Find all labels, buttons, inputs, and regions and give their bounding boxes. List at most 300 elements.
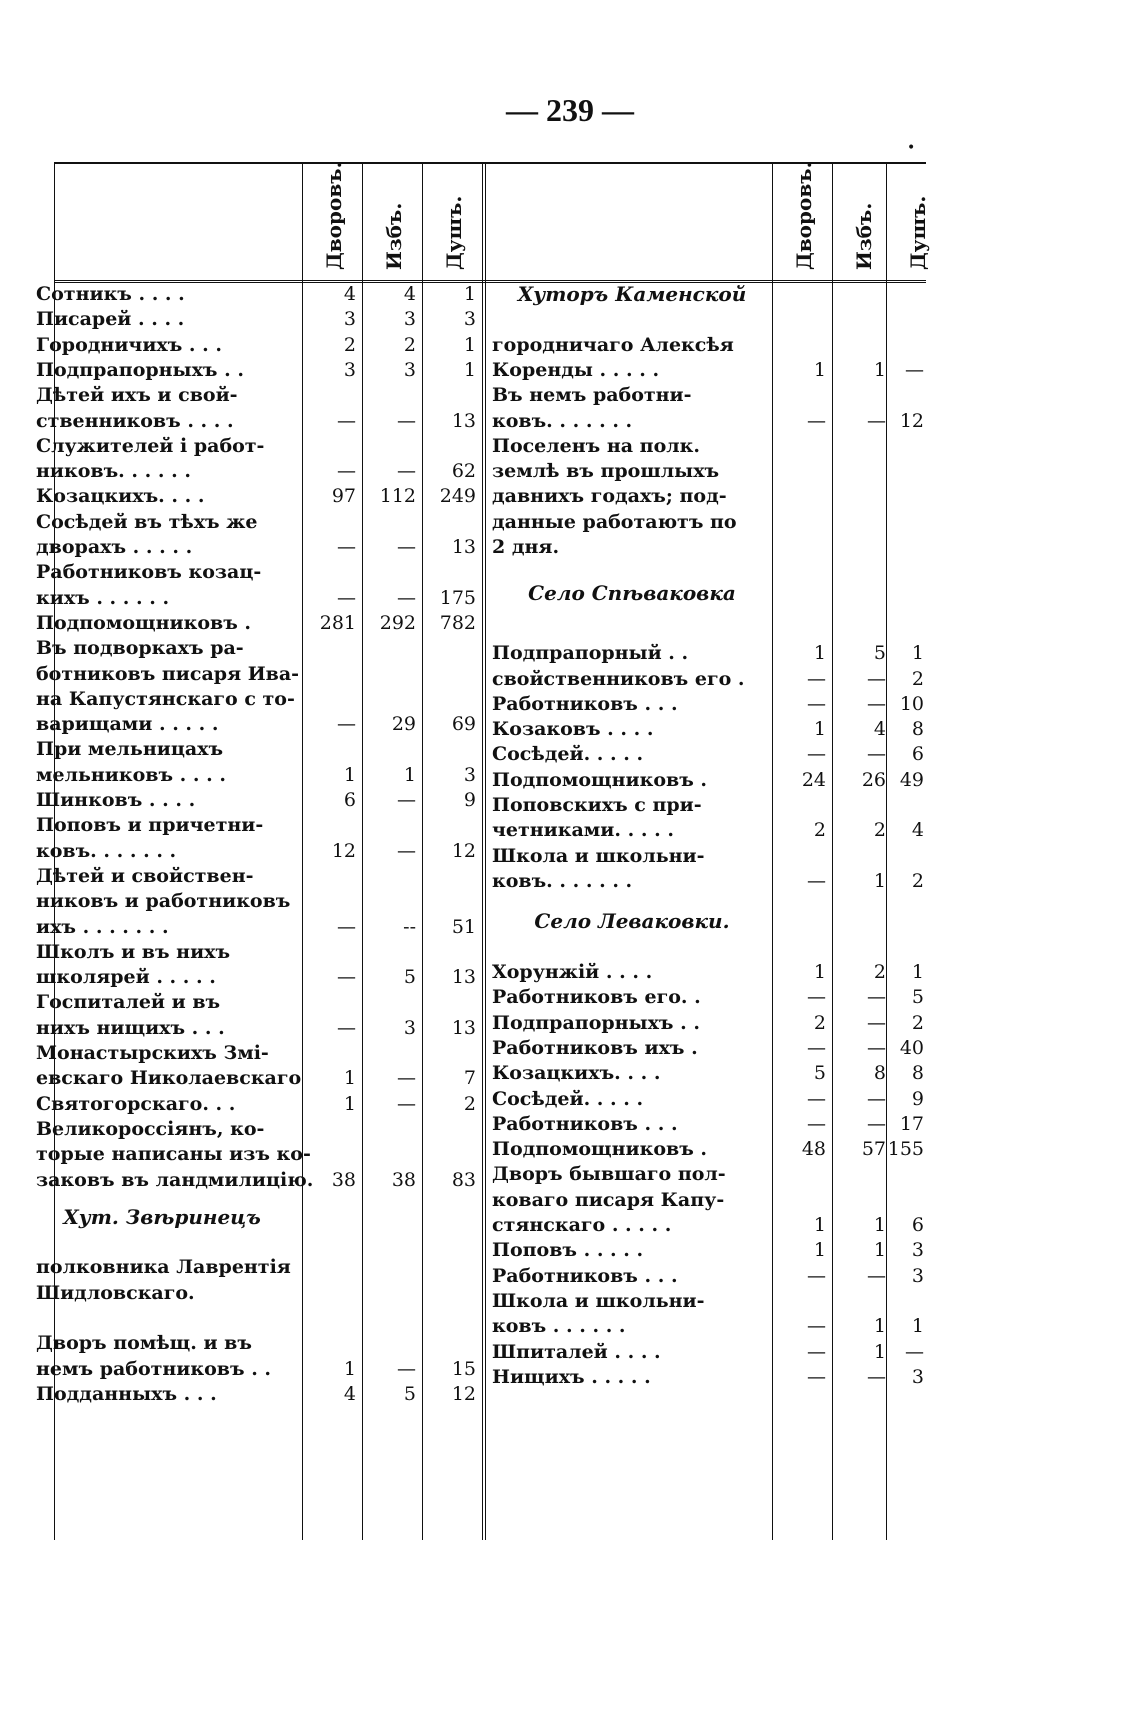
cell-dvorov: 4 (343, 1382, 356, 1405)
cell-dvorov (770, 793, 826, 818)
cell-dush (420, 662, 476, 687)
cell-izb (830, 1289, 886, 1314)
col-header-right-dush: Душъ. (906, 195, 930, 270)
row-label: свойственниковъ его . (492, 667, 745, 690)
cell-izb: — (867, 409, 886, 432)
rule-middle (482, 162, 486, 1540)
cell-izb (360, 662, 416, 687)
row-left (36, 1117, 288, 1142)
row-left (36, 763, 288, 788)
cell-dush (884, 793, 924, 818)
row-right (492, 1264, 772, 1289)
cell-izb: 1 (873, 1340, 886, 1363)
row-label: ковъ. . . . . . . (492, 869, 633, 892)
cell-dush: 2 (911, 1011, 924, 1034)
cell-dvorov: 1 (343, 763, 356, 786)
row-left (36, 1357, 288, 1382)
row-label: Козацкихъ. . . . (492, 1062, 661, 1085)
cell-dush (420, 1117, 476, 1142)
col-header-left-dvorov: Дворовъ. (322, 161, 346, 270)
cell-dush (884, 1188, 924, 1213)
cell-dvorov (300, 1281, 356, 1306)
cell-dvorov: — (337, 915, 356, 938)
cell-dvorov: — (807, 743, 826, 766)
cell-dush (884, 535, 924, 560)
cell-izb (830, 484, 886, 509)
cell-dush (420, 1255, 476, 1280)
row-label: Поселенъ на полк. (492, 434, 700, 457)
cell-dush: 9 (911, 1087, 924, 1110)
col-header-right-dvorov: Дворовъ. (792, 161, 816, 270)
row-left (36, 1255, 291, 1280)
cell-dvorov (300, 662, 356, 687)
cell-dush: 40 (899, 1036, 924, 1059)
cell-dvorov: 2 (813, 1011, 826, 1034)
cell-dvorov (300, 737, 356, 762)
cell-izb: 8 (873, 1062, 886, 1085)
row-label: Шидловскаго. (36, 1281, 195, 1304)
cell-izb (830, 1162, 886, 1187)
row-label: четниками. . . . . (492, 819, 674, 842)
row-right (492, 1213, 772, 1238)
cell-izb (360, 1142, 416, 1167)
cell-dvorov (770, 434, 826, 459)
cell-dvorov (770, 459, 826, 484)
cell-dush (420, 1281, 476, 1306)
row-label: Святогорскаго. . . (36, 1092, 236, 1115)
cell-dvorov: 24 (801, 768, 826, 791)
row-right (492, 1188, 772, 1213)
cell-izb: 5 (403, 966, 416, 989)
cell-dush (884, 1162, 924, 1187)
row-label: Работниковъ . . . (492, 1112, 678, 1135)
row-label: ковъ. . . . . . . (36, 839, 177, 862)
cell-dush: 51 (451, 915, 476, 938)
cell-izb: — (397, 839, 416, 862)
cell-dush (420, 889, 476, 914)
cell-dvorov (300, 560, 356, 585)
cell-izb (360, 940, 416, 965)
row-label: Работниковъ . . . (492, 1264, 678, 1287)
cell-dush (884, 333, 924, 358)
cell-dush (420, 383, 476, 408)
row-left (36, 484, 288, 509)
cell-dush: — (905, 1340, 924, 1363)
cell-dvorov: 1 (813, 961, 826, 984)
section-heading: Село Спѣваковка (528, 580, 736, 605)
cell-dvorov: — (807, 1087, 826, 1110)
cell-dvorov: 6 (343, 789, 356, 811)
cell-dvorov: — (807, 1036, 826, 1059)
row-label: Коренды . . . . . (492, 358, 660, 381)
cell-dush (884, 459, 924, 484)
row-label: Работниковъ . . . (492, 692, 678, 715)
row-label: землѣ въ прошлыхъ (492, 460, 720, 483)
cell-izb (360, 864, 416, 889)
cell-dush (420, 737, 476, 762)
cell-dvorov (300, 813, 356, 838)
cell-izb (830, 510, 886, 535)
cell-izb (830, 1188, 886, 1213)
cell-dvorov: 1 (813, 718, 826, 741)
cell-izb (360, 737, 416, 762)
cell-dvorov: 38 (331, 1168, 356, 1191)
row-label: Подпрапорныхъ . . (492, 1011, 700, 1034)
cell-dvorov: — (337, 966, 356, 989)
row-right (492, 641, 772, 666)
cell-dush: 12 (451, 839, 476, 862)
cell-dush: 3 (463, 308, 476, 331)
row-left (36, 1142, 311, 1167)
cell-dush: 83 (451, 1168, 476, 1191)
cell-izb: — (867, 1087, 886, 1110)
col-header-right-izb: Избъ. (852, 202, 876, 270)
row-left (36, 383, 288, 408)
cell-dush: 3 (911, 1264, 924, 1287)
cell-dvorov: 97 (331, 485, 356, 508)
row-left (36, 889, 291, 914)
row-label: дворахъ . . . . . (36, 536, 193, 558)
cell-izb: — (867, 1011, 886, 1034)
row-label: Сосѣдей. . . . . (492, 1087, 644, 1110)
cell-dush: 3 (911, 1239, 924, 1262)
cell-dush (420, 636, 476, 661)
cell-dvorov: — (807, 1315, 826, 1338)
row-label: Въ подворкахъ ра- (36, 637, 244, 660)
row-label: Великороссіянъ, ко- (36, 1117, 265, 1140)
cell-dush (420, 864, 476, 889)
ledger-table (36, 161, 930, 1540)
cell-dvorov (770, 1188, 826, 1213)
cell-izb: — (867, 1112, 886, 1135)
row-right (492, 985, 772, 1010)
row-label: давнихъ годахъ; под- (492, 485, 727, 508)
cell-izb: 1 (873, 869, 886, 892)
row-left (36, 459, 288, 484)
cell-dvorov: — (807, 409, 826, 432)
row-label: Поповскихъ с при- (492, 794, 702, 817)
cell-dush: 12 (451, 1382, 476, 1405)
section-heading: Хут. Звѣринецъ (63, 1204, 261, 1229)
cell-dush: 1 (463, 358, 476, 381)
cell-dush: 782 (439, 611, 476, 634)
cell-izb (360, 560, 416, 585)
cell-dvorov: — (807, 1340, 826, 1363)
cell-dush: 13 (451, 966, 476, 989)
row-label: Козаковъ . . . . (492, 718, 654, 741)
cell-dvorov: 4 (343, 283, 356, 305)
cell-dvorov (300, 940, 356, 965)
row-label: торые написаны изъ ко- (36, 1143, 311, 1166)
cell-dvorov: 281 (319, 611, 356, 634)
row-right (492, 409, 772, 434)
row-label: Дѣтей ихъ и свой- (36, 384, 238, 407)
cell-dush: 2 (463, 1092, 476, 1115)
cell-dvorov: — (337, 713, 356, 736)
row-label: ботниковъ писаря Ива- (36, 662, 300, 685)
row-label: ихъ . . . . . . . (36, 915, 169, 938)
cell-dvorov (770, 535, 826, 560)
cell-dush: 13 (451, 536, 476, 558)
cell-izb: 5 (403, 1382, 416, 1405)
cell-dush: 1 (463, 283, 476, 305)
cell-izb (360, 510, 416, 535)
cell-izb: — (397, 1357, 416, 1380)
cell-dush (420, 990, 476, 1015)
row-label: Подпрапорный . . (492, 642, 689, 665)
row-right (492, 818, 772, 843)
row-right (492, 484, 772, 509)
cell-dvorov: 1 (343, 1357, 356, 1380)
cell-dvorov (770, 1162, 826, 1187)
cell-dush: 69 (451, 713, 476, 736)
cell-izb: — (867, 692, 886, 715)
cell-dush: 2 (911, 869, 924, 892)
cell-dvorov (770, 333, 826, 358)
cell-izb: — (397, 789, 416, 811)
cell-dvorov: 2 (343, 333, 356, 356)
cell-dush (420, 1331, 476, 1356)
cell-izb (360, 434, 416, 459)
cell-izb: 2 (873, 819, 886, 842)
cell-izb: — (867, 986, 886, 1009)
row-right (492, 1011, 772, 1036)
cell-izb (360, 990, 416, 1015)
cell-izb: 3 (403, 358, 416, 381)
cell-dush (420, 1041, 476, 1066)
cell-dush: — (905, 358, 924, 381)
row-left (36, 409, 288, 434)
row-left (36, 535, 288, 560)
cell-dvorov: 12 (331, 839, 356, 862)
cell-izb: — (397, 409, 416, 432)
cell-dush (884, 510, 924, 535)
row-label: коваго писаря Капу- (492, 1188, 725, 1211)
cell-dush: 62 (451, 460, 476, 483)
cell-dvorov (300, 1142, 356, 1167)
cell-dvorov (770, 484, 826, 509)
cell-izb (360, 383, 416, 408)
cell-dush (420, 813, 476, 838)
row-left (36, 611, 288, 636)
col-header-left-izb: Избъ. (382, 202, 406, 270)
cell-dvorov: — (807, 1264, 826, 1287)
cell-dush: 8 (911, 718, 924, 741)
cell-dvorov: 1 (813, 1214, 826, 1237)
row-label: на Капустянскаго с то- (36, 687, 295, 710)
row-label: Козацкихъ. . . . (36, 485, 205, 508)
cell-dvorov: — (337, 460, 356, 483)
cell-dush: 3 (911, 1365, 924, 1388)
cell-dvorov: — (337, 586, 356, 609)
cell-dush: 1 (911, 642, 924, 665)
cell-dvorov (300, 636, 356, 661)
row-right (492, 383, 772, 408)
stray-mark: • (907, 140, 916, 156)
cell-dvorov (770, 510, 826, 535)
cell-dvorov (300, 434, 356, 459)
cell-dush: 175 (439, 586, 476, 609)
row-label: никовъ и работниковъ (36, 890, 291, 913)
row-label: данные работаютъ по (492, 510, 737, 533)
row-right (492, 1087, 772, 1112)
row-right (492, 742, 772, 767)
cell-izb (830, 793, 886, 818)
cell-izb (360, 1255, 416, 1280)
page-number: — 239 — (506, 92, 634, 128)
cell-dush (420, 510, 476, 535)
cell-dvorov: — (807, 1365, 826, 1388)
row-label: Госпиталей и въ (36, 991, 221, 1014)
cell-dush: 6 (911, 743, 924, 766)
col-header-left-dush: Душъ. (442, 195, 466, 270)
cell-dvorov (770, 383, 826, 408)
cell-dvorov: — (337, 409, 356, 432)
row-right (492, 434, 772, 459)
row-label: школярей . . . . . (36, 966, 216, 989)
row-left (36, 687, 295, 712)
row-right (492, 960, 772, 985)
row-right (492, 1112, 772, 1137)
cell-dush: 3 (463, 763, 476, 786)
row-right (492, 358, 772, 383)
cell-izb: -- (403, 915, 416, 938)
row-label: Подпрапорныхъ . . (36, 358, 244, 381)
cell-dvorov (770, 844, 826, 869)
cell-dvorov (300, 864, 356, 889)
cell-dush: 13 (451, 1016, 476, 1039)
cell-dvorov: — (337, 1016, 356, 1039)
cell-izb (830, 844, 886, 869)
row-label: 2 дня. (492, 536, 560, 558)
cell-dvorov (770, 1289, 826, 1314)
row-right (492, 1314, 772, 1339)
cell-dush: 1 (911, 961, 924, 984)
row-right (492, 1238, 772, 1263)
cell-dvorov (300, 1255, 356, 1280)
row-right (492, 1036, 772, 1061)
row-right (492, 459, 772, 484)
cell-izb: 2 (403, 333, 416, 356)
row-label: Школа и школьни- (492, 1289, 705, 1312)
cell-dush: 249 (439, 485, 476, 508)
row-label: городничаго Алексѣя (492, 333, 734, 356)
row-right (492, 793, 772, 818)
row-left (36, 1041, 288, 1066)
row-label: Писарей . . . . (36, 308, 185, 331)
row-label: Сосѣдей. . . . . (492, 743, 644, 766)
cell-dvorov: — (807, 692, 826, 715)
row-label: Шинковъ . . . . (36, 789, 196, 811)
cell-dush: 1 (463, 333, 476, 356)
row-left (36, 560, 288, 585)
row-right (492, 1061, 772, 1086)
cell-izb: 29 (391, 713, 416, 736)
row-right (492, 667, 772, 692)
cell-dush: 13 (451, 409, 476, 432)
row-left (36, 282, 288, 307)
row-left (36, 813, 288, 838)
cell-dvorov (300, 510, 356, 535)
row-left (36, 636, 288, 661)
row-label: Нищихъ . . . . . (492, 1365, 651, 1388)
row-left (36, 990, 288, 1015)
cell-dvorov (300, 1041, 356, 1066)
row-label: Подданныхъ . . . (36, 1382, 217, 1405)
row-right (492, 717, 772, 742)
row-right (492, 1289, 772, 1314)
row-left (36, 358, 288, 383)
row-left (36, 1066, 302, 1091)
row-label: Работниковъ козац- (36, 561, 262, 584)
cell-dvorov: 3 (343, 358, 356, 381)
row-left (36, 510, 288, 535)
row-label: Шпиталей . . . . (492, 1340, 661, 1363)
cell-dvorov (300, 990, 356, 1015)
cell-izb (830, 333, 886, 358)
row-label: Подпомощниковъ . (492, 768, 707, 791)
cell-dush: 15 (451, 1357, 476, 1380)
cell-dvorov: — (807, 986, 826, 1009)
cell-izb: — (397, 536, 416, 558)
row-label: Подпомощниковъ . (492, 1138, 707, 1161)
cell-izb (830, 535, 886, 560)
row-label: Городничихъ . . . (36, 333, 223, 356)
row-left (36, 434, 288, 459)
cell-izb (360, 1281, 416, 1306)
cell-dvorov: 2 (813, 819, 826, 842)
row-right (492, 535, 772, 560)
row-label: Работниковъ ихъ . (492, 1036, 698, 1059)
row-right (492, 1137, 772, 1162)
row-left (36, 333, 288, 358)
cell-izb: 3 (403, 1016, 416, 1039)
cell-izb: 57 (861, 1138, 886, 1161)
cell-dush: 6 (911, 1214, 924, 1237)
cell-dvorov (300, 1331, 356, 1356)
cell-izb (360, 1041, 416, 1066)
cell-izb: 1 (873, 358, 886, 381)
row-label: Хорунжій . . . . (492, 961, 653, 984)
cell-dush: 4 (911, 819, 924, 842)
row-label: стянскаго . . . . . (492, 1214, 672, 1237)
row-left (36, 1016, 288, 1041)
row-label: ственниковъ . . . . (36, 409, 234, 432)
row-label: Дворъ помѣщ. и въ (36, 1332, 252, 1355)
row-right (492, 1340, 772, 1365)
row-right (492, 510, 772, 535)
row-left (36, 788, 288, 813)
row-left (36, 965, 288, 990)
cell-dvorov: — (337, 536, 356, 558)
row-right (492, 1162, 772, 1187)
cell-dush: 8 (911, 1062, 924, 1085)
cell-izb (360, 1117, 416, 1142)
row-label: заковъ въ ландмилицію. (36, 1168, 314, 1191)
cell-izb: — (867, 667, 886, 690)
row-label: Сотникъ . . . . (36, 283, 185, 305)
row-left (36, 737, 288, 762)
row-label: Сосѣдей въ тѣхъ же (36, 510, 258, 533)
row-label: ковъ. . . . . . . (492, 409, 633, 432)
cell-dvorov: — (807, 869, 826, 892)
cell-izb (360, 889, 416, 914)
row-label: ковъ . . . . . . (492, 1315, 626, 1338)
row-left (36, 307, 288, 332)
cell-dush: 5 (911, 986, 924, 1009)
row-label: Школа и школьни- (492, 844, 705, 867)
row-label: мельниковъ . . . . (36, 763, 226, 786)
